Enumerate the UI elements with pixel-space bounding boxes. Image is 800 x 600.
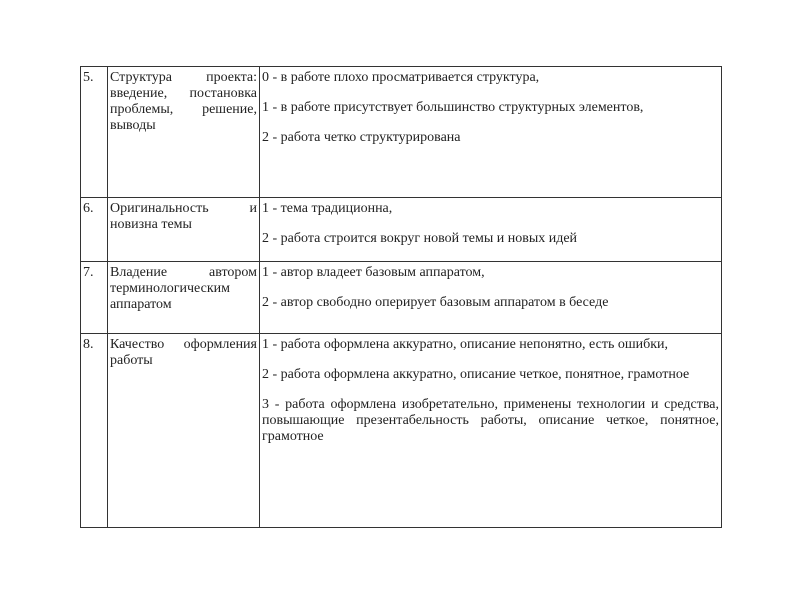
table-row (81, 334, 722, 528)
score-description: 2 - работа четко структурирована (262, 130, 461, 145)
description-cell (260, 334, 722, 528)
criterion-text: Качество оформления работы (110, 337, 257, 368)
score-description: 3 - работа оформлена изобретательно, применены технологии и средства, повышающие презентабельность работы, описание четкое, понятное, грамотное (262, 397, 719, 444)
row-number: 6. (81, 198, 108, 262)
score-description: 1 - тема традиционна, (262, 201, 393, 216)
table-row (81, 262, 722, 334)
description-cell (260, 262, 722, 334)
description-cell (260, 198, 722, 262)
score-description: 1 - автор владеет базовым аппаратом, (262, 265, 485, 280)
table-row (81, 67, 722, 198)
criterion-text: Оригинальность и новизна темы (110, 201, 257, 232)
score-description: 2 - работа оформлена аккуратно, описание четкое, понятное, грамотное (262, 367, 690, 382)
score-description: 2 - автор свободно оперирует базовым аппаратом в беседе (262, 295, 609, 310)
criterion-cell (108, 67, 260, 198)
table-row (81, 198, 722, 262)
row-number: 8. (81, 334, 108, 528)
criterion-text: Структура проекта: введение, постановка проблемы, решение, выводы (110, 70, 257, 133)
criterion-cell (108, 262, 260, 334)
criteria-table (80, 66, 722, 528)
score-description: 2 - работа строится вокруг новой темы и новых идей (262, 231, 578, 246)
score-description: 1 - работа оформлена аккуратно, описание непонятно, есть ошибки, (262, 337, 669, 352)
row-number: 7. (81, 262, 108, 334)
description-cell (260, 67, 722, 198)
criterion-cell (108, 198, 260, 262)
criterion-cell (108, 334, 260, 528)
score-description: 0 - в работе плохо просматривается структура, (262, 70, 540, 85)
score-description: 1 - в работе присутствует большинство структурных элементов, (262, 100, 644, 115)
criterion-text: Владение автором терминологическим аппаратом (110, 265, 257, 312)
row-number: 5. (81, 67, 108, 198)
